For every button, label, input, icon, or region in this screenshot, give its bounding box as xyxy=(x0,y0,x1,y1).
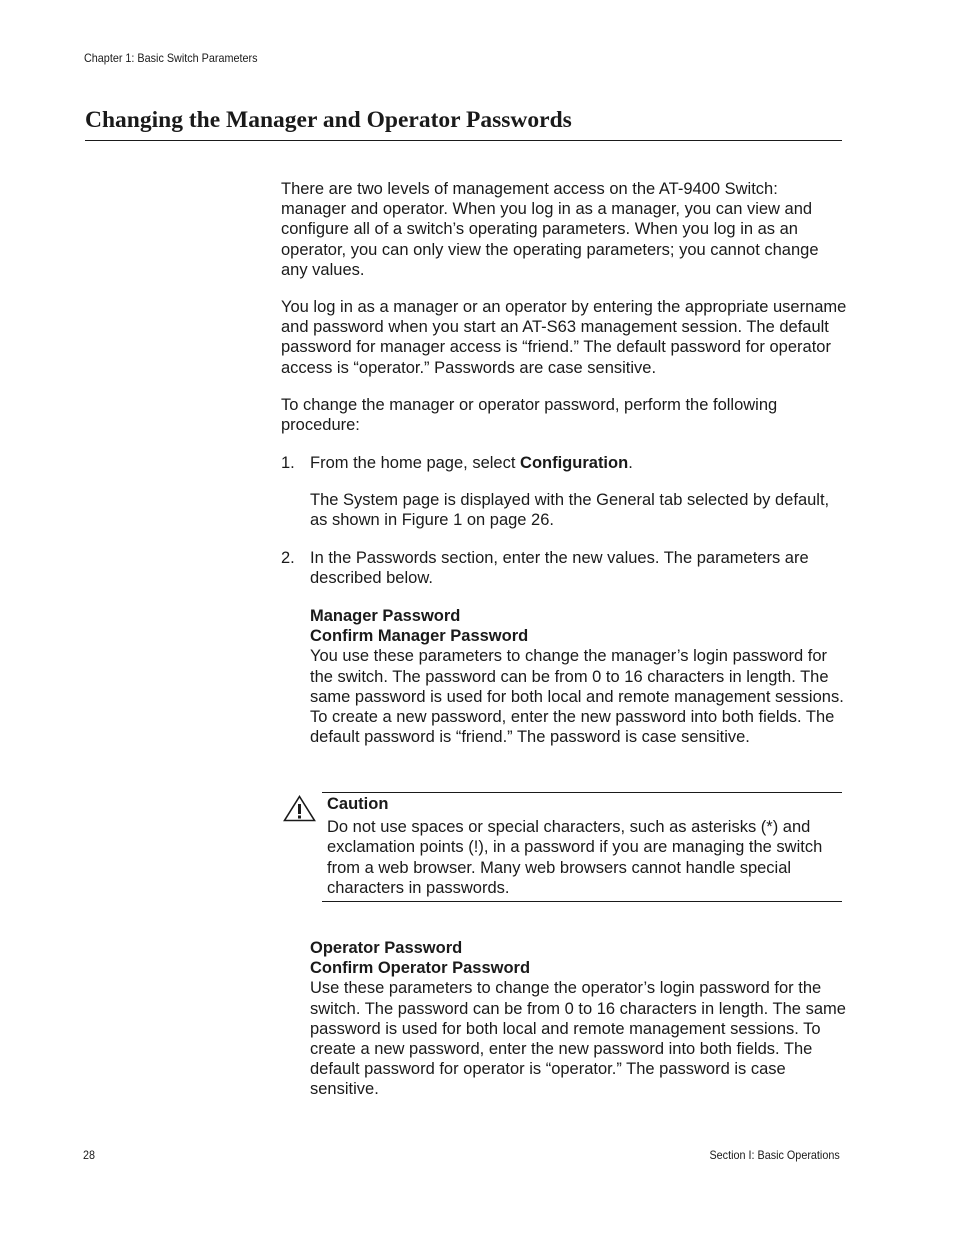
warning-triangle-icon xyxy=(283,795,316,822)
running-header: Chapter 1: Basic Switch Parameters xyxy=(84,51,258,65)
step-1-note: The System page is displayed with the General tab selected by default, as shown in Figure 1 on page 26. xyxy=(310,491,830,530)
step-1-text xyxy=(310,453,847,473)
page-number: 28 xyxy=(83,1148,96,1162)
caution-text: Do not use spaces or special characters, such as asterisks (*) and exclamation points (!), in a password if you are managing the switch from a web browser. Many web browsers cannot handle special characters in passwords. xyxy=(327,818,823,897)
caution-heading: Caution xyxy=(327,795,389,813)
step-1-number: 1. xyxy=(281,454,295,472)
confirm-manager-password-heading: Confirm Manager Password xyxy=(310,627,529,646)
step-2-text: In the Passwords section, enter the new values. The parameters are described below. xyxy=(310,549,809,588)
operator-password-section xyxy=(310,938,847,1100)
page-title: Changing the Manager and Operator Passwords xyxy=(85,107,572,133)
confirm-operator-password-heading: Confirm Operator Password xyxy=(310,959,531,978)
caution-top-rule xyxy=(322,792,842,793)
running-footer: Section I: Basic Operations xyxy=(709,1148,840,1162)
configuration-label: Configuration xyxy=(520,454,629,472)
step-1-text-before: From the home page, select xyxy=(310,454,521,472)
manager-password-heading: Manager Password xyxy=(310,607,461,625)
manager-password-section xyxy=(310,606,847,747)
manager-password-description: You use these parameters to change the manager’s login password for the switch. The password can be from 0 to 16 characters in length. The same password is used for both local and remote management sessions. To create a new password, enter the new password into both fields. The default password is “friend.” The password is case sensitive. xyxy=(310,647,844,747)
intro-paragraph-3: To change the manager or operator password, perform the following procedure: xyxy=(281,396,778,435)
operator-password-heading: Operator Password xyxy=(310,939,463,957)
step-2-number: 2. xyxy=(281,549,295,567)
intro-paragraph-1: There are two levels of management access on the AT-9400 Switch: manager and operator. When you log in as a manager, you can view and configure all of a switch’s operating parameters. When you log in as an operator, you can only view the operating parameters; you cannot change any values. xyxy=(281,180,819,279)
title-rule xyxy=(85,140,842,141)
intro-paragraph-2: You log in as a manager or an operator by entering the appropriate username and password when you start an AT-S63 management session. The default password for manager access is “friend.” The default password for operator access is “operator.” Passwords are case sensitive. xyxy=(281,298,847,377)
step-1-text-after: . xyxy=(628,454,633,472)
operator-password-description: Use these parameters to change the operator’s login password for the switch. The password can be from 0 to 16 characters in length. The same password is used for both local and remote management sessions. To create a new password, enter the new password into both fields. The default password for operator is “operator.” The password is case sensitive. xyxy=(310,979,846,1099)
caution-block xyxy=(327,794,847,898)
caution-bottom-rule xyxy=(322,901,842,902)
